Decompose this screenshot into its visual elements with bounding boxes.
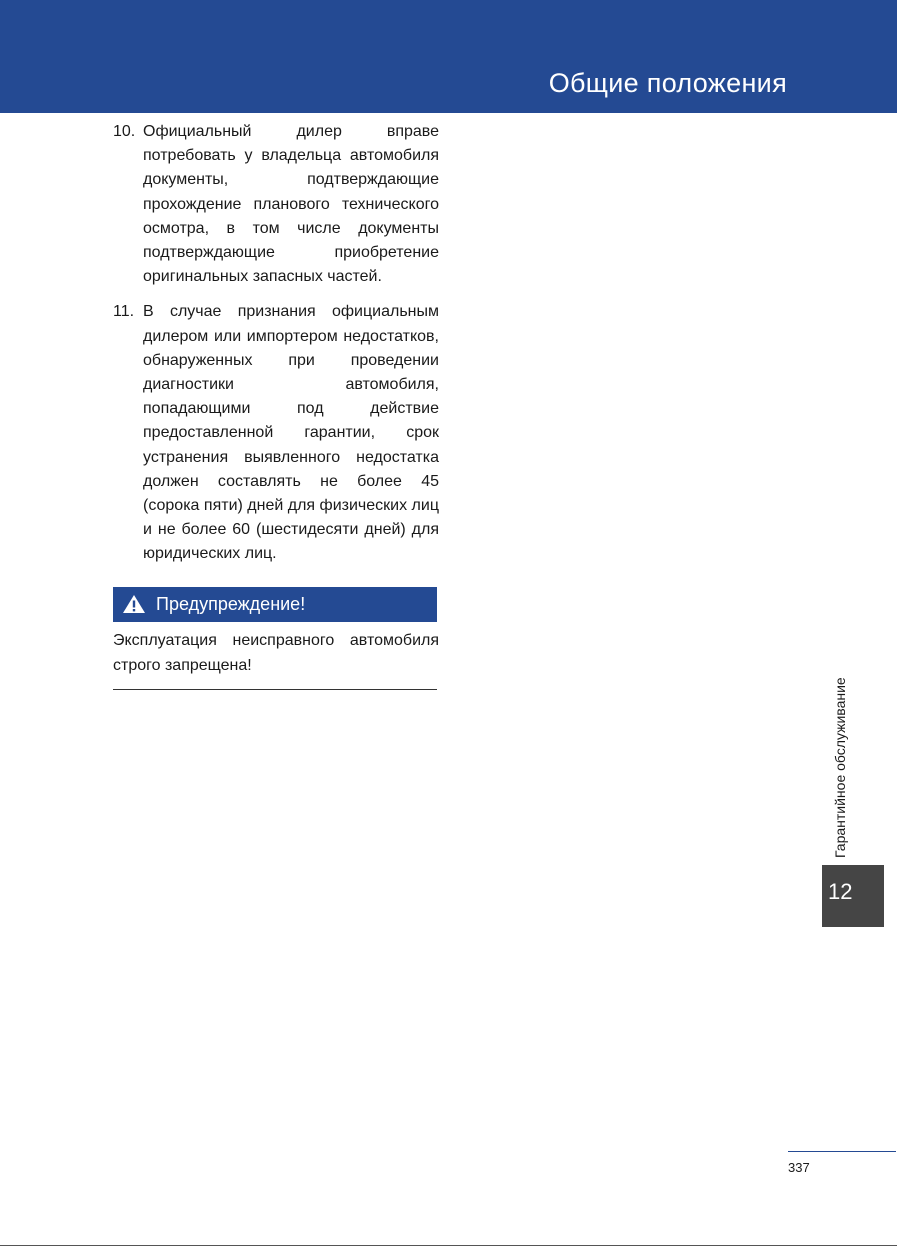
list-item [113, 120, 439, 289]
item-number: 11. [113, 303, 135, 321]
section-label: Гарантийное обслуживание [832, 677, 848, 858]
chapter-tab [822, 865, 884, 927]
page-header [0, 0, 897, 113]
divider [113, 689, 437, 690]
warning-title: Предупреждение! [156, 593, 306, 614]
page-title: Общие положения [548, 68, 787, 98]
item-number: 10. [113, 123, 136, 140]
list-item [113, 300, 439, 566]
warning-header [113, 587, 437, 622]
item-text: В случае признания официальным дилером или импортером недостатков, обнаруженных при проведении диагностики автомобиля, попадающими под действие предоставленной гарантии, срок устранения выявленного недостатка должен составлять не более 45 (сорока пяти) дней для физических лиц и не более 60 (шестидесяти дней) для юридических лиц. [143, 303, 439, 563]
divider [788, 1151, 896, 1152]
chapter-number: 12 [828, 879, 853, 904]
divider [0, 1245, 897, 1246]
warning-triangle-icon [122, 594, 146, 614]
page-number: 337 [788, 1160, 810, 1175]
main-content [113, 120, 439, 690]
warning-text: Эксплуатация неисправного автомобиля строго запрещена! [113, 631, 439, 674]
item-text: Официальный дилер вправе потребовать у владельца автомобиля документы, подтверждающие прохождение планового технического осмотра, в том числе документы подтверждающие приобретение оригинальных запасных частей. [143, 123, 439, 286]
